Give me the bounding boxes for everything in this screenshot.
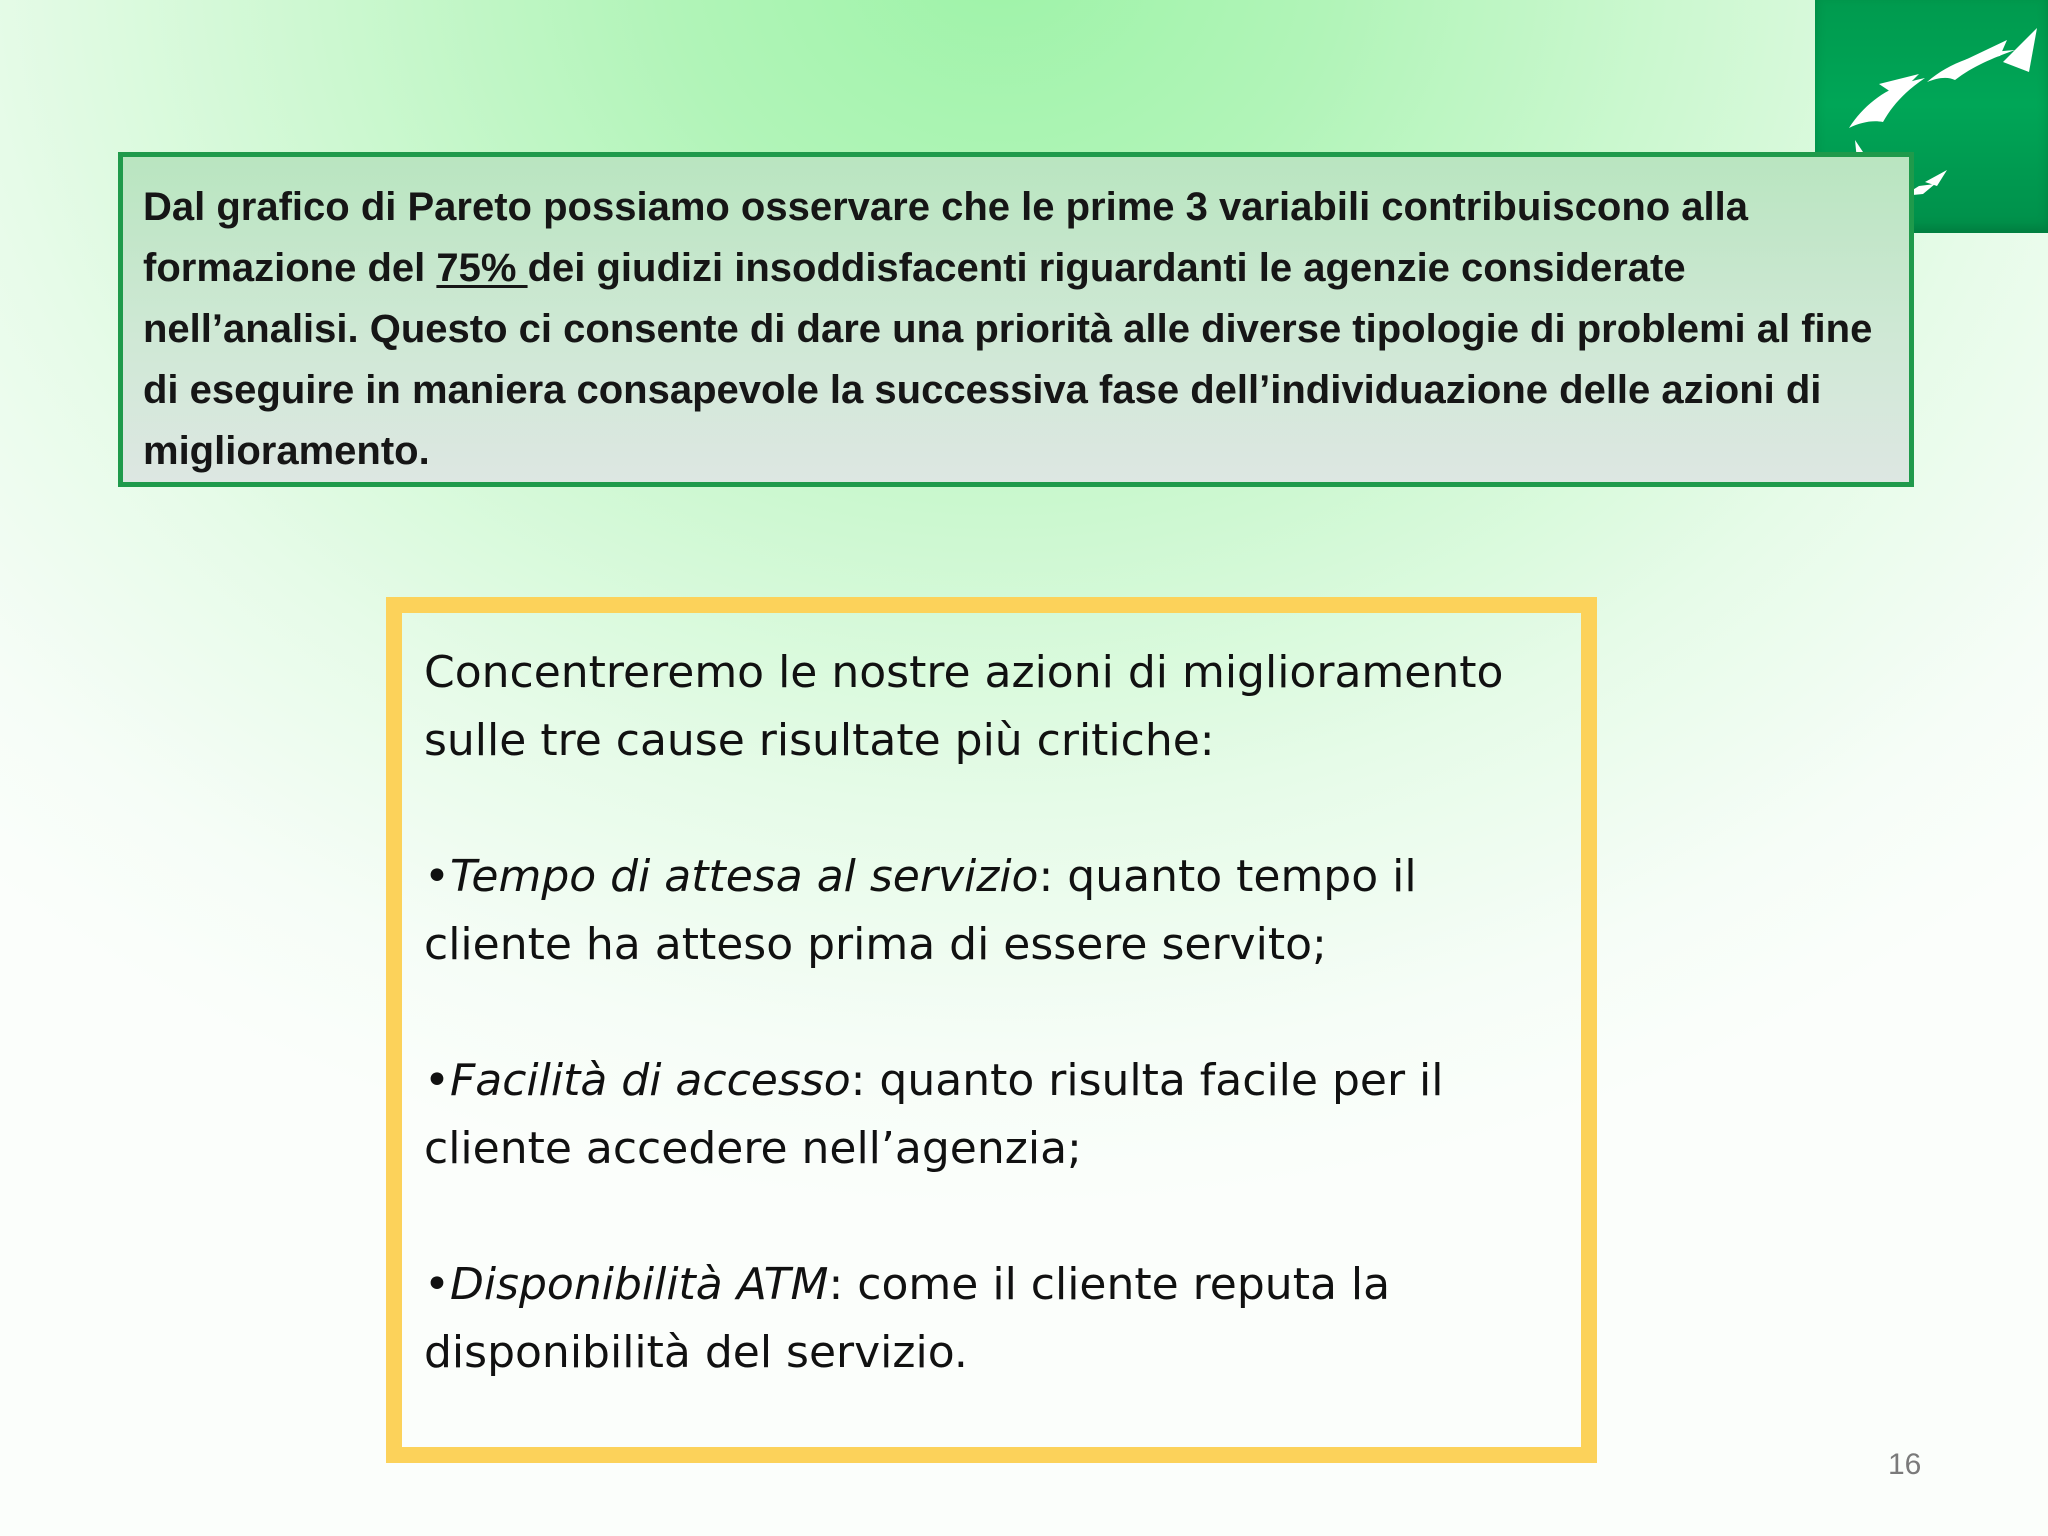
summary-percentage: 75%: [436, 246, 528, 290]
action-term: Disponibilità ATM: [449, 1259, 829, 1310]
actions-intro: Concentreremo le nostre azioni di miglioramento sulle tre cause risultate più critiche:: [424, 647, 1504, 766]
pareto-summary-text: [143, 177, 1889, 482]
bullet: •: [424, 1055, 450, 1106]
improvement-actions-box: [386, 597, 1597, 1463]
action-item: [424, 1251, 1563, 1387]
improvement-actions-text: [424, 639, 1563, 1387]
action-description: : quanto risulta facile per il cliente accedere nell’agenzia;: [424, 1055, 1444, 1174]
summary-text-part2: dei giudizi insoddisfacenti riguardanti le agenzie considerate nell’analisi. Questo ci consente di dare una priorità alle diverse tipologie di problemi al fine di eseguire in maniera consapevole la successiva fase dell’individuazione delle azioni di miglioramento.: [143, 246, 1873, 473]
bullet: •: [424, 1259, 450, 1310]
action-item: [424, 843, 1563, 979]
action-item: [424, 1047, 1563, 1183]
action-description: : come il cliente reputa la disponibilità del servizio.: [424, 1259, 1391, 1378]
action-description: : quanto tempo il cliente ha atteso prima di essere servito;: [424, 851, 1417, 970]
pareto-summary-box: [118, 152, 1914, 487]
action-term: Facilità di accesso: [449, 1055, 851, 1106]
action-term: Tempo di attesa al servizio: [449, 851, 1039, 902]
summary-text-part1: Dal grafico di Pareto possiamo osservare che le prime 3 variabili contribuiscono alla formazione del: [143, 185, 1749, 290]
page-number: 16: [1888, 1448, 1922, 1481]
bullet: •: [424, 851, 450, 902]
